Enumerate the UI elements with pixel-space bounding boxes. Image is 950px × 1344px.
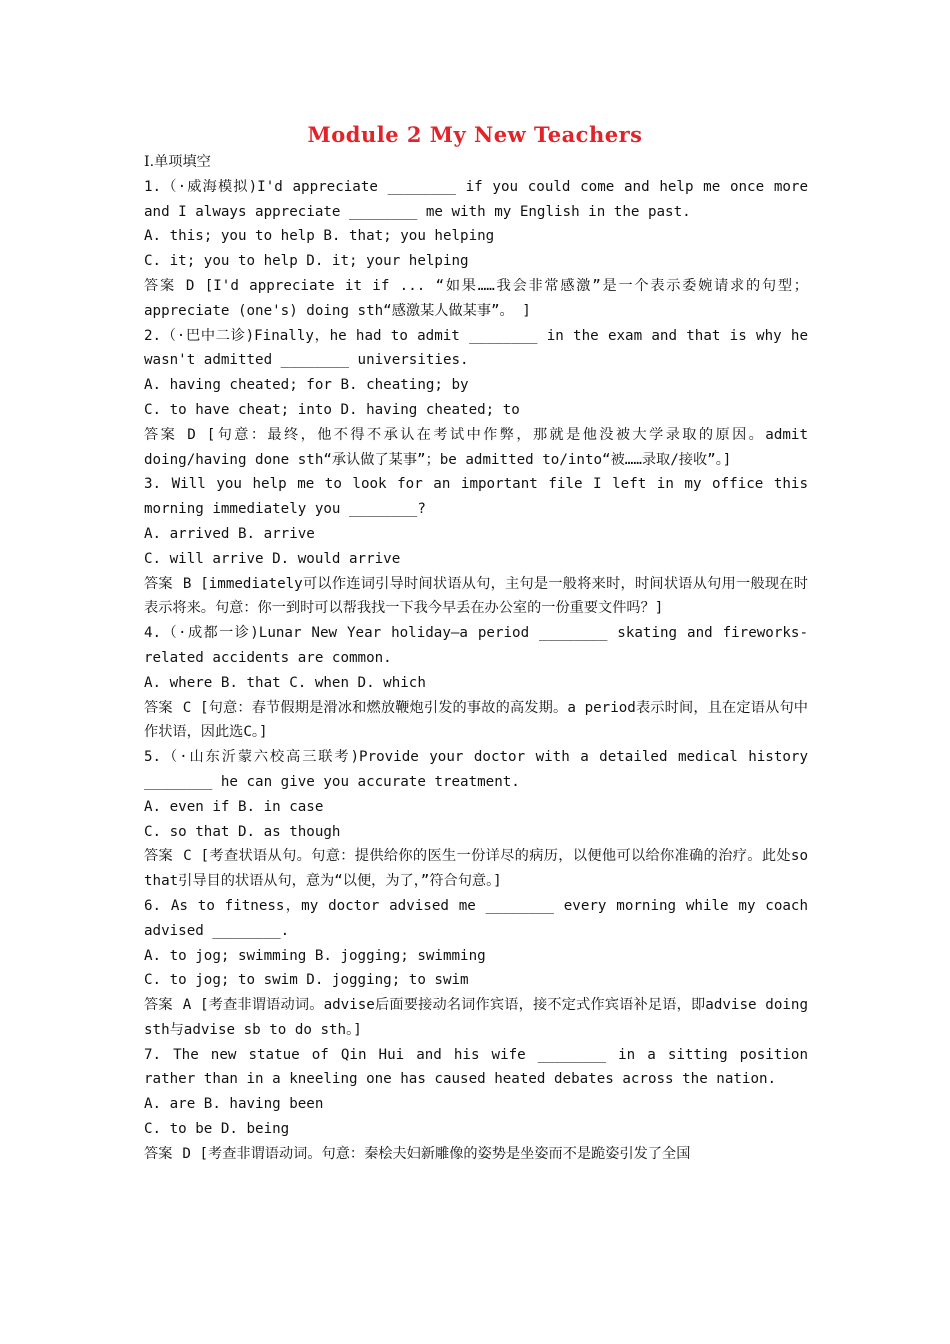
option-line: C. to have cheat; into D. having cheated; to	[144, 401, 520, 418]
answer-text: D [考查非谓语动词。句意：秦桧夫妇新雕像的姿势是坐姿而不是跪姿引发了全国	[182, 1145, 691, 1162]
answer-explanation	[144, 1142, 808, 1167]
answer-explanation	[144, 993, 808, 1043]
page-title: Module 2 My New Teachers	[307, 122, 643, 147]
option-line: A. arrived B. arrive	[144, 525, 315, 542]
answer-label: 答案	[144, 699, 173, 716]
question	[144, 745, 808, 894]
option-line: A. even if B. in case	[144, 798, 324, 815]
option-line: C. to be D. being	[144, 1121, 290, 1138]
answer-explanation	[144, 844, 808, 894]
option-line: A. where B. that C. when D. which	[144, 674, 426, 691]
answer-text: D [句意：最终，他不得不承认在考试中作弊，那就是他没被大学录取的原因。admit doing/having done sth“承认做了某事”；be admitted to/into“被……录取/接收”。]	[144, 426, 808, 468]
option-line: C. so that D. as though	[144, 823, 341, 840]
question	[144, 894, 808, 1043]
section-heading: I.单项填空	[144, 154, 211, 170]
question	[144, 1043, 808, 1167]
question-stem: 5.（·山东沂蒙六校高三联考)Provide your doctor with a detailed medical history ________ he can give you accurate treatment.	[144, 749, 808, 790]
question	[144, 472, 808, 621]
option-line: A. are B. having been	[144, 1096, 324, 1113]
option-line: A. having cheated; for B. cheating; by	[144, 377, 469, 394]
question	[144, 175, 808, 324]
answer-text: A [考查非谓语动词。advise后面要接动名词作宾语，接不定式作宾语补足语，即advise doing sth与advise sb to do sth。]	[144, 997, 808, 1038]
question-stem: 4.（·成都一诊)Lunar New Year holiday—a period ________ skating and fireworks-related accidents are common.	[144, 625, 808, 666]
question-stem: 3. Will you help me to look for an important file I left in my office this morning immediately you ________?	[144, 476, 808, 518]
question-stem: 6. As to fitness，my doctor advised me ________ every morning while my coach advised ________.	[144, 897, 808, 939]
answer-explanation	[144, 274, 808, 324]
question	[144, 621, 808, 745]
answer-label: 答案	[144, 426, 178, 443]
option-line: C. to jog; to swim D. jogging; to swim	[144, 972, 469, 989]
answer-text: B [immediately可以作连词引导时间状语从句，主句是一般将来时，时间状语从句用一般现在时表示将来。句意：你一到时可以帮我找一下我今早丢在办公室的一份重要文件吗？]	[144, 575, 808, 617]
question-stem: 7. The new statue of Qin Hui and his wife ________ in a sitting position rather than in a kneeling one has caused heated debates across the nation.	[144, 1046, 808, 1088]
question	[144, 324, 808, 473]
option-line: A. this; you to help B. that; you helping	[144, 228, 495, 245]
option-line: C. will arrive D. would arrive	[144, 550, 401, 567]
answer-text: D [I'd appreciate it if ... “如果……我会非常感激”是一个表示委婉请求的句型； appreciate (one's) doing sth“感激某人做某事”。 ]	[144, 277, 808, 319]
question-stem: 1.（·威海模拟)I'd appreciate ________ if you could come and help me once more and I always appreciate ________ me with my English in the past.	[144, 178, 808, 220]
question-stem: 2.（·巴中二诊)Finally，he had to admit ________ in the exam and that is why he wasn't admitted ________ universities.	[144, 327, 808, 369]
answer-explanation	[144, 696, 808, 746]
answer-label: 答案	[144, 1145, 173, 1162]
option-line: A. to jog; swimming B. jogging; swimming	[144, 947, 486, 964]
answer-text: C [考查状语从句。句意：提供给你的医生一份详尽的病历，以便他可以给你准确的治疗。此处so that引导目的状语从句，意为“以便，为了，”符合句意。]	[144, 848, 808, 890]
answer-explanation	[144, 572, 808, 622]
answer-label: 答案	[144, 997, 173, 1014]
answer-text: C [句意：春节假期是滑冰和燃放鞭炮引发的事故的高发期。a period表示时间，且在定语从句中作状语，因此选C。]	[144, 699, 808, 741]
document-body	[144, 150, 808, 1167]
answer-label: 答案	[144, 277, 176, 294]
answer-label: 答案	[144, 848, 174, 865]
answer-label: 答案	[144, 575, 173, 592]
option-line: C. it; you to help D. it; your helping	[144, 253, 469, 270]
answer-explanation	[144, 423, 808, 473]
